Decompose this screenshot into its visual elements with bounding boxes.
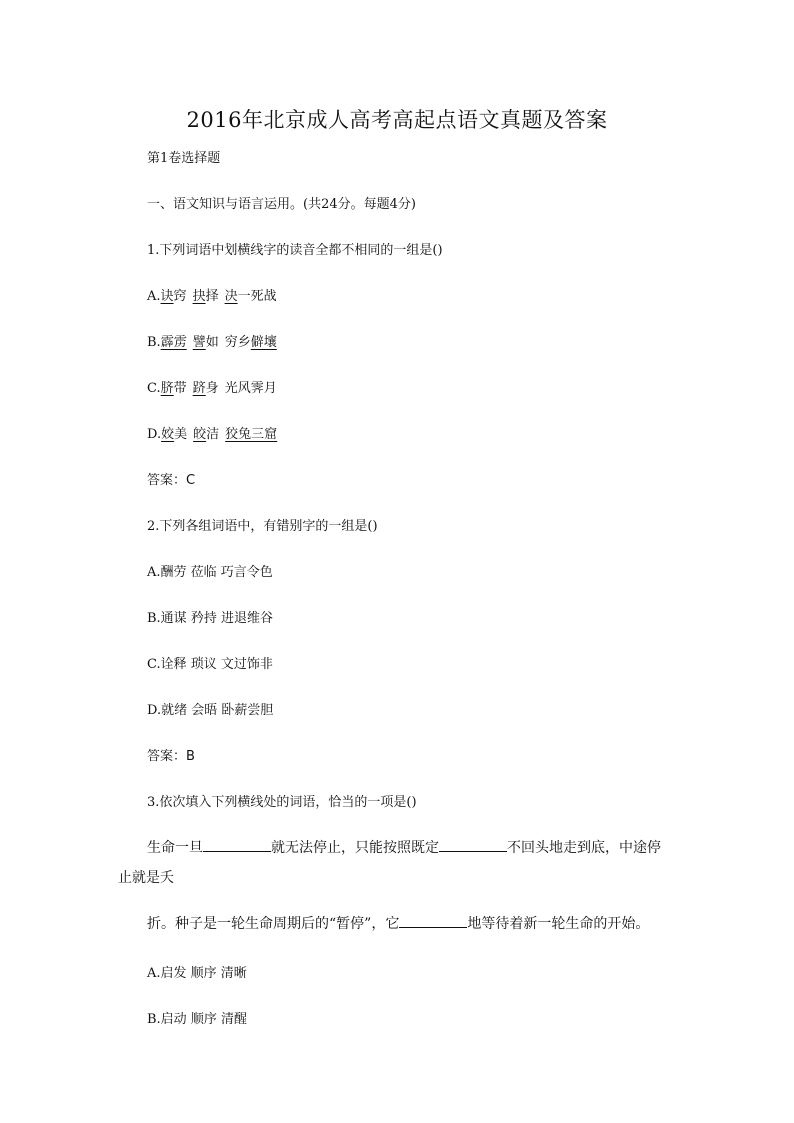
question-2-option-d: D.就绪 会晤 卧薪尝胆 [147, 703, 274, 718]
question-2-answer: 答案：B [147, 749, 195, 764]
section-heading: 第1卷选择题 [147, 151, 221, 166]
blank-2 [439, 837, 507, 852]
question-2-option-c: C.诠释 琐议 文过饰非 [147, 657, 273, 672]
question-3-passage-line-1: 生命一旦 就无法停止，只能按照既定 不回头地走到底，中途停 [147, 837, 661, 857]
question-3-stem: 3.依次填入下列横线处的词语，恰当的一项是() [147, 795, 417, 810]
question-1-option-b: B.霹雳 譬如 穷乡僻壤 [147, 335, 277, 350]
blank-3 [399, 913, 467, 928]
question-2-option-b: B.通谋 矜持 进退维谷 [147, 611, 273, 626]
question-2-stem: 2.下列各组词语中，有错别字的一组是() [147, 519, 378, 534]
question-1-stem: 1.下列词语中划横线字的读音全都不相同的一组是() [147, 243, 443, 258]
question-1-option-a: A.诀窍 抉择 决一死战 [147, 289, 277, 304]
question-3-option-b: B.启动 顺序 清醒 [147, 1012, 247, 1027]
question-3-passage-line-3: 折。种子是一轮生命周期后的“暂停”，它 地等待着新一轮生命的开始。 [147, 913, 649, 933]
question-3-passage-line-2: 止就是夭 [118, 870, 174, 886]
question-1-option-c: C.脐带 跻身 光风霁月 [147, 381, 277, 396]
part-heading: 一、语文知识与语言运用。(共24分。每题4分) [147, 197, 416, 212]
question-1-option-d: D.姣美 皎洁 狡兔三窟 [147, 427, 278, 442]
page-title: 2016年北京成人高考高起点语文真题及答案 [186, 108, 608, 132]
blank-1 [203, 837, 271, 852]
question-1-answer: 答案：C [147, 473, 196, 488]
question-3-option-a: A.启发 顺序 清晰 [147, 966, 247, 981]
question-2-option-a: A.酬劳 莅临 巧言令色 [147, 565, 273, 580]
